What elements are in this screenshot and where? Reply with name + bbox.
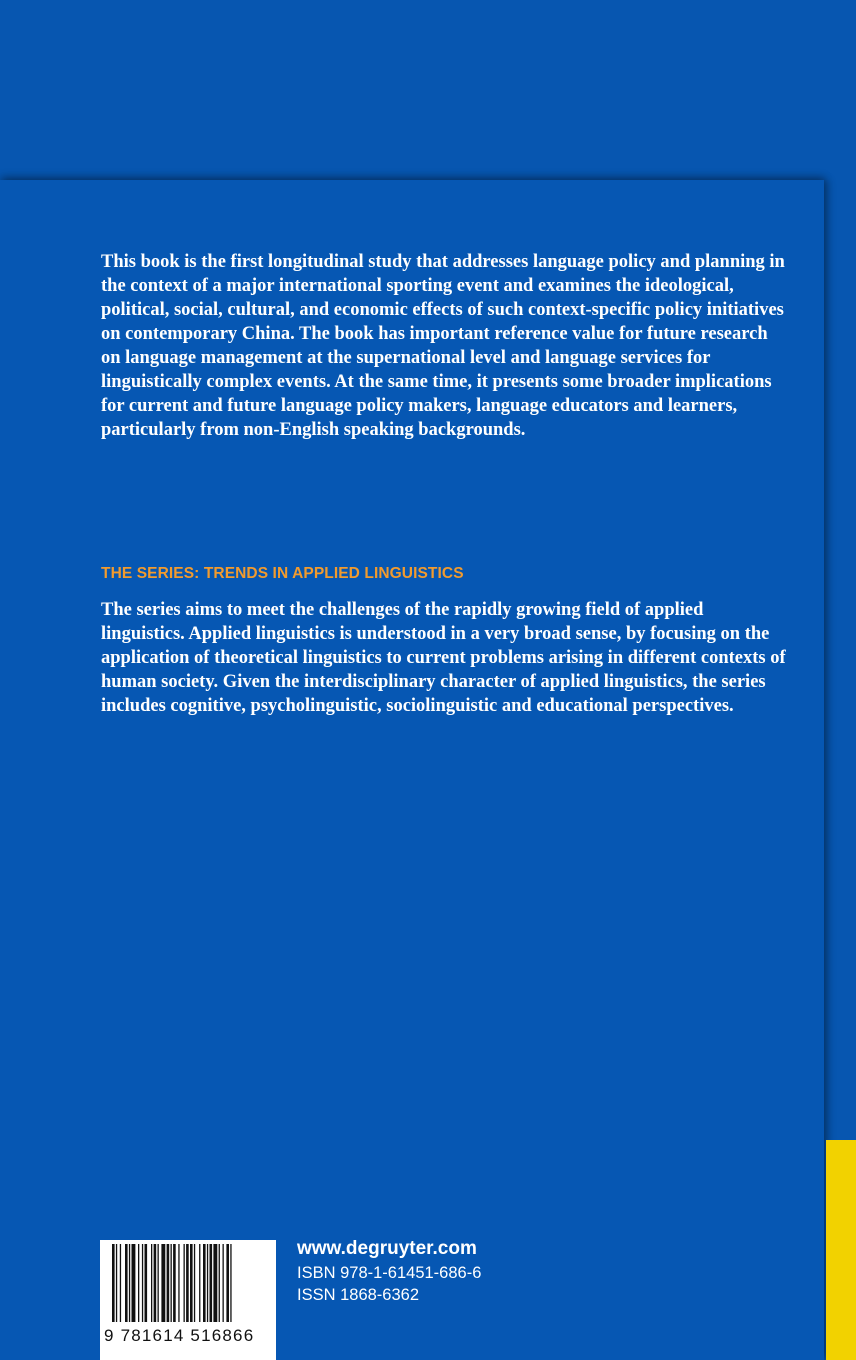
- barcode-bars: [100, 1240, 276, 1330]
- publisher-info: [297, 1236, 481, 1306]
- series-description: The series aims to meet the challenges of the rapidly growing field of applied linguistics. Applied linguistics is understood in a very broad sense, by focusing on the application of theoretical linguistics to current problems arising in different contexts of human society. Given the interdisciplinary character of applied linguistics, the series includes cognitive, psycholinguistic, sociolinguistic and educational perspectives.: [101, 600, 786, 716]
- series-heading: THE SERIES: TRENDS IN APPLIED LINGUISTICS: [101, 565, 464, 582]
- yellow-accent-strip: [826, 1140, 856, 1360]
- book-description: This book is the first longitudinal study that addresses language policy and planning in the context of a major international sporting event and examines the ideological, political, social, cultural, and economic effects of such context-specific policy initiatives on contemporary China. The book has important reference value for future research on language management at the supernational level and language services for linguistically complex events. At the same time, it presents some broader implications for current and future language policy makers, language educators and learners, particularly from non-English speaking backgrounds.: [101, 252, 785, 440]
- issn-number: ISSN 1868-6362: [297, 1286, 420, 1304]
- isbn-number: ISBN 978-1-61451-686-6: [297, 1264, 482, 1282]
- barcode-digits: 9 781614 516866: [104, 1326, 255, 1345]
- publisher-url: www.degruyter.com: [297, 1238, 477, 1259]
- isbn-barcode: [100, 1240, 276, 1360]
